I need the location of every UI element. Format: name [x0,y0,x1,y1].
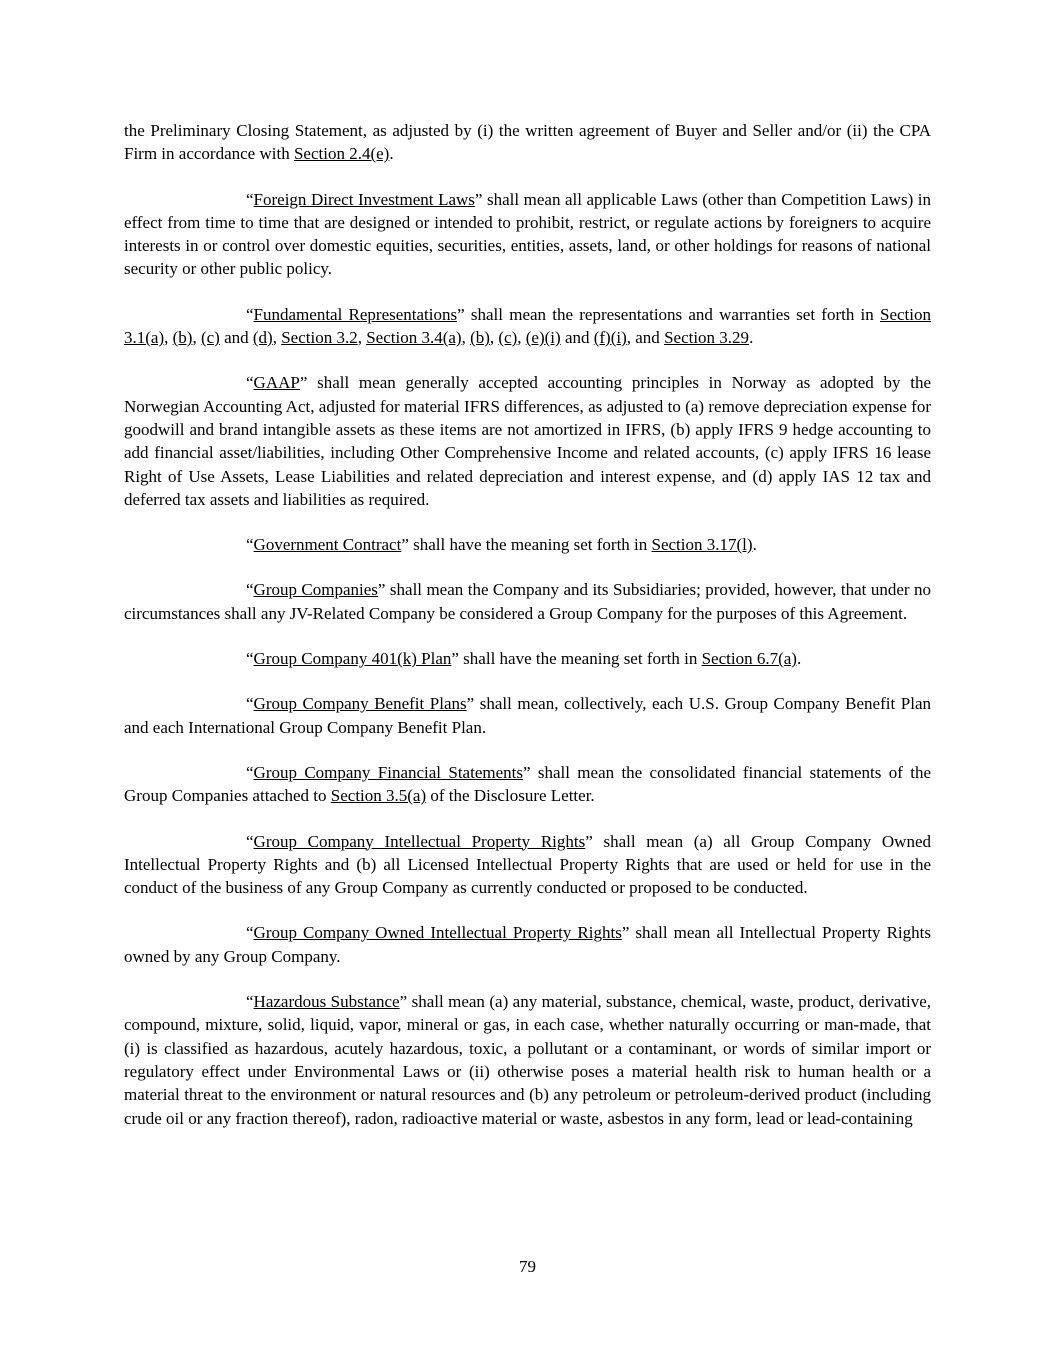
section-reference: Section 3.17(l) [651,535,753,555]
section-reference: (e)(i) [525,328,561,348]
section-reference: Section 3.5(a) [330,786,427,806]
text-run: . [796,649,802,669]
paragraph [124,578,931,625]
page-number: 79 [519,1257,536,1276]
section-reference: (f)(i) [593,328,627,348]
section-reference: (b) [470,328,490,348]
section-reference: Section 6.7(a) [701,649,797,669]
text-run: “ [246,649,254,669]
defined-term: Group Companies [253,580,378,600]
defined-term: Group Company Owned Intellectual Property Rights [253,923,622,943]
section-reference: Section 3.1(a) [124,304,932,348]
section-reference: Section 2.4(e) [293,144,390,164]
text-run: , and [626,328,665,348]
text-run: ” shall mean all applicable Laws (other than Competition Laws) in effect from time to time that are designed or intended to prohibit, restrict, or regulate actions by foreigners to acquire interests in or control over domestic equities, securities, entities, assets, land, or other holdings for reasons of national security or other public policy. [124,189,931,279]
text-run: , [517,328,526,348]
text-run: . [389,144,394,164]
paragraph [124,921,931,968]
defined-term: GAAP [253,373,300,393]
text-run: , [192,328,201,348]
defined-term: Government Contract [253,535,402,555]
text-run: ” shall mean the consolidated financial statements of the Group Companies attached to [124,762,931,806]
defined-term: Foreign Direct Investment Laws [253,189,475,209]
text-run: , [164,328,173,348]
section-reference: (d) [252,328,273,348]
text-run: “ [246,373,254,393]
text-run: . [749,328,754,348]
text-run: of the Disclosure Letter. [426,786,595,806]
text-run: and [560,328,594,348]
section-reference: Section 3.2 [281,328,358,348]
text-run: “ [246,694,254,714]
defined-term: Hazardous Substance [253,992,400,1012]
text-run: , [461,328,471,348]
defined-term: Group Company Benefit Plans [253,694,467,714]
text-run: “ [246,923,254,943]
text-run: ” shall mean the representations and warranties set forth in [457,304,881,324]
text-run: ” shall mean all Intellectual Property Rights owned by any Group Company. [124,923,931,966]
section-reference: (c) [200,328,220,348]
defined-term: Group Company 401(k) Plan [253,649,452,669]
paragraph [124,830,931,900]
page-body [124,119,931,1152]
text-run: ” shall mean the Company and its Subsidiaries; provided, however, that under no circumstances shall any JV-Related Company be considered a Group Company for the purposes of this Agreement. [124,580,931,623]
text-run: , [489,328,499,348]
text-run: “ [246,831,254,851]
text-run: ” shall mean, collectively, each U.S. Group Company Benefit Plan and each International Group Company Benefit Plan. [124,694,931,737]
text-run: “ [246,762,254,782]
paragraph [124,119,931,166]
paragraph [124,761,931,808]
text-run: “ [246,304,254,324]
text-run: ” shall mean (a) any material, substance, chemical, waste, product, derivative, compound, mixture, solid, liquid, vapor, mineral or gas, in each case, whether naturally occurring or man-made, that (i) is classified as hazardous, acutely hazardous, toxic, a pollutant or a contaminant, or words of similar import or regulatory effect under Environmental Laws or (ii) otherwise poses a material health risk to human health or a material threat to the environment or natural resources and (b) any petroleum or petroleum-derived product (including crude oil or any fraction thereof), radon, radioactive material or waste, asbestos in any form, lead or lead-containing [124,992,931,1128]
paragraph [124,990,931,1130]
text-run: “ [246,580,254,600]
section-reference: (c) [498,328,518,348]
defined-term: Group Company Intellectual Property Rights [253,831,586,851]
paragraph [124,371,931,511]
paragraph [124,692,931,739]
text-run: ” shall mean generally accepted accounting principles in Norway as adopted by the Norwegian Accounting Act, adjusted for material IFRS differences, as adjusted to (a) remove depreciation expense for goodwill and brand intangible assets as these items are not amortized in IFRS, (b) apply IFRS 9 hedge accounting to add financial asset/liabilities, including Other Comprehensive Income and related accounts, (c) apply IFRS 16 lease Right of Use Assets, Lease Liabilities and related depreciation and interest expense, and (d) apply IAS 12 tax and deferred tax assets and liabilities as required. [124,373,931,509]
text-run: , [272,328,282,348]
text-run: ” shall have the meaning set forth in [451,649,702,669]
text-run: ” shall have the meaning set forth in [401,535,652,555]
paragraph [124,303,931,350]
paragraph [124,188,931,281]
defined-term: Fundamental Representations [253,304,458,324]
paragraph [124,533,931,556]
section-reference: Section 3.4(a) [366,328,462,348]
text-run: “ [246,992,254,1012]
paragraph [124,647,931,670]
text-run: and [219,328,253,348]
text-run: . [752,535,757,555]
section-reference: Section 3.29 [664,328,750,348]
section-reference: (b) [172,328,193,348]
text-run: the Preliminary Closing Statement, as adjusted by (i) the written agreement of Buyer and Seller and/or (ii) the CPA Firm in accordance with [124,121,931,164]
text-run: “ [246,535,254,555]
text-run: ” shall mean (a) all Group Company Owned Intellectual Property Rights and (b) all Licensed Intellectual Property Rights that are used or held for use in the conduct of the business of any Group Company as currently conducted or proposed to be conducted. [124,831,931,898]
text-run: “ [246,189,254,209]
text-run: , [357,328,367,348]
defined-term: Group Company Financial Statements [253,762,523,782]
